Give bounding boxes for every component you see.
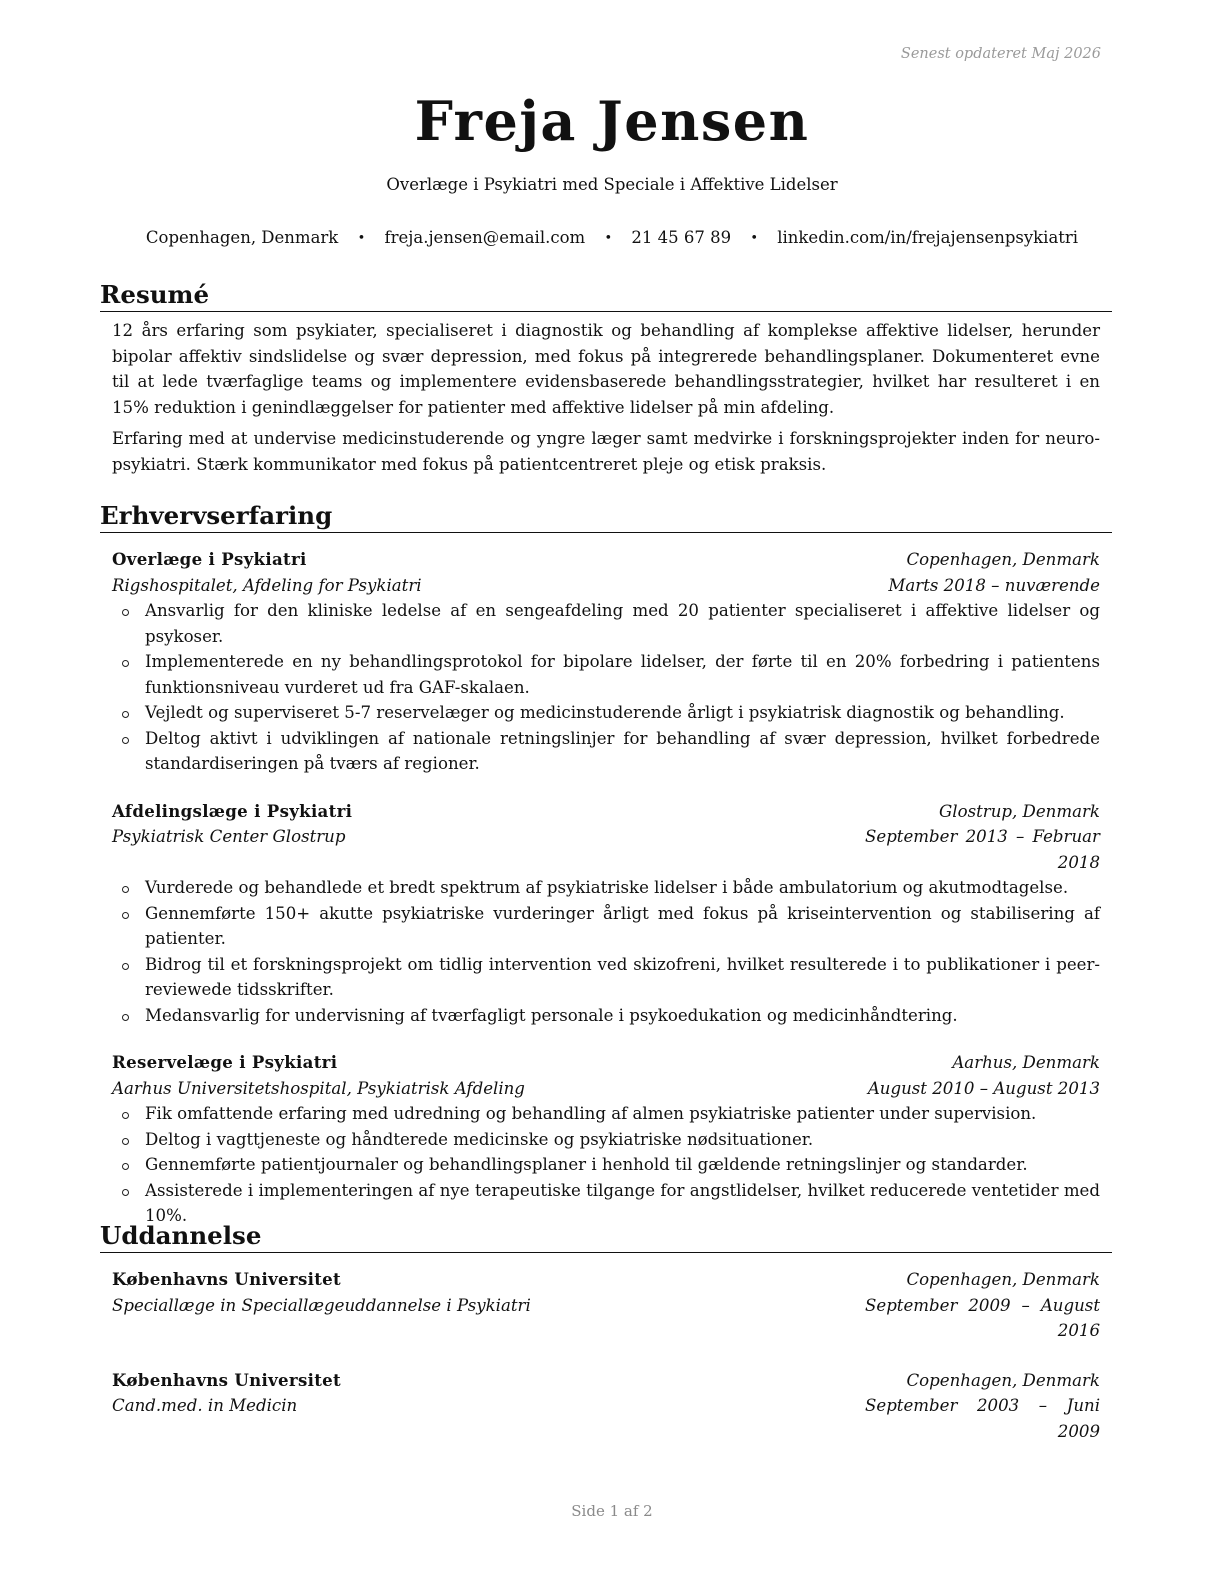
job-location: Aarhus, Denmark — [952, 1053, 1100, 1072]
job-location: Glostrup, Denmark — [939, 801, 1100, 821]
contact-separator: • — [357, 231, 366, 246]
degree: Speciallæge in Speciallægeuddannelse i Psykiatri — [112, 1295, 531, 1315]
list-item: Medansvarlig for undervisning af tværfagligt personale i psykoedukation og medicinhåndtering. — [112, 1003, 1100, 1029]
education-entry — [112, 1267, 1100, 1344]
contact-separator: • — [604, 231, 613, 246]
job-organization: Rigshospitalet, Afdeling for Psykiatri — [112, 575, 422, 595]
job-bullets — [112, 875, 1100, 1028]
school-name: Københavns Universitet — [112, 1369, 341, 1390]
contact-phone[interactable]: 21 45 67 89 — [631, 228, 732, 247]
list-item: Ansvarlig for den kliniske ledelse af en sengeafdeling med 20 patienter specialiseret i affektive lidelser og psykoser. — [112, 598, 1100, 649]
job-organization: Aarhus Universitetshospital, Psykiatrisk Afdeling — [112, 1078, 525, 1098]
job-title: Overlæge i Psykiatri — [112, 549, 307, 569]
summary-paragraph: Erfaring med at undervise medicinstuderende og yngre læger samt medvirke i forskningsprojekter inden for neuro-psykiatri. Stærk kommunikator med fokus på patientcentreret pleje og etisk praksis. — [112, 429, 1100, 474]
list-item: Deltog i vagttjeneste og håndterede medicinske og psykiatriske nødsituationer. — [112, 1127, 1100, 1153]
contact-location: Copenhagen, Denmark — [145, 228, 339, 247]
job-title: Afdelingslæge i Psykiatri — [112, 800, 353, 821]
school-name: Københavns Universitet — [112, 1269, 341, 1289]
job-location: Copenhagen, Denmark — [906, 550, 1100, 569]
job-organization: Psykiatrisk Center Glostrup — [112, 827, 346, 846]
job-entry — [112, 1050, 1100, 1229]
list-item: Gennemførte patientjournaler og behandlingsplaner i henhold til gældende retningslinjer og standarder. — [112, 1152, 1100, 1178]
last-updated: Senest opdateret Maj 2026 — [900, 46, 1101, 62]
contact-line — [0, 228, 1224, 247]
list-item: Implementerede en ny behandlingsprotokol for bipolare lidelser, der førte til en 20% forbedring i patientens funktionsniveau vurderet ud fra GAF-skalaen. — [112, 649, 1100, 700]
education-entry — [112, 1368, 1100, 1445]
job-entry — [112, 799, 1100, 1029]
job-dates: August 2010 – August 2013 — [867, 1078, 1100, 1098]
list-item: Fik omfattende erfaring med udredning og behandling af almen psykiatriske patienter under supervision. — [112, 1101, 1100, 1127]
section-heading: Resumé — [100, 280, 1112, 312]
list-item: Assisterede i implementeringen af nye terapeutiske tilgange for angstlidelser, hvilket reducerede ventetider med 10%. — [112, 1178, 1100, 1229]
school-location: Copenhagen, Denmark — [906, 1370, 1100, 1390]
job-dates: September 2013 – Februar 2018 — [865, 827, 1100, 872]
job-bullets — [112, 598, 1100, 777]
list-item: Deltog aktivt i udviklingen af nationale retningslinjer for behandling af svær depression, hvilket forbedrede standardiseringen på tværs af regioner. — [112, 726, 1100, 777]
education-section — [100, 1221, 1112, 1444]
section-heading: Uddannelse — [100, 1221, 1112, 1253]
job-entry — [112, 547, 1100, 777]
page-number: Side 1 af 2 — [571, 1502, 653, 1520]
contact-email[interactable]: freja.jensen@email.com — [384, 228, 586, 247]
summary-paragraph: 12 års erfaring som psykiater, specialiseret i diagnostik og behandling af komplekse affektive lidelser, herunder bipolar affektiv sindslidelse og svær depression, med fokus på integrerede behandlingsplaner. Dokumenteret evne til at lede tværfaglige teams og implementere evidensbaserede behandlingsstrategier, hvilket har resulteret i en 15% reduktion i genindlæggelser for patienter med affektive lidelser på min afdeling. — [112, 321, 1100, 417]
education-dates: September 2003 – Juni 2009 — [865, 1396, 1100, 1441]
candidate-name: Freja Jensen — [414, 89, 810, 153]
summary-section — [100, 280, 1112, 477]
job-bullets — [112, 1101, 1100, 1229]
section-heading: Erhvervserfaring — [100, 501, 1112, 533]
list-item: Vurderede og behandlede et bredt spektrum af psykiatriske lidelser i både ambulatorium og akutmodtagelse. — [112, 875, 1100, 901]
job-dates: Marts 2018 – nuværende — [888, 575, 1100, 595]
job-title: Reservelæge i Psykiatri — [112, 1052, 338, 1072]
education-dates: September 2009 – August 2016 — [865, 1295, 1100, 1340]
school-location: Copenhagen, Denmark — [906, 1270, 1100, 1289]
list-item: Bidrog til et forskningsprojekt om tidlig intervention ved skizofreni, hvilket resulterede i to publikationer i peer-reviewede tidsskrifter. — [112, 952, 1100, 1003]
candidate-tagline: Overlæge i Psykiatri med Speciale i Affektive Lidelser — [386, 175, 838, 194]
contact-linkedin[interactable]: linkedin.com/in/frejajensenpsykiatri — [777, 228, 1079, 247]
experience-section — [100, 501, 1112, 1229]
contact-separator: • — [750, 231, 758, 246]
degree: Cand.med. in Medicin — [112, 1396, 298, 1415]
list-item: Gennemførte 150+ akutte psykiatriske vurderinger årligt med fokus på kriseintervention og stabilisering af patienter. — [112, 901, 1100, 952]
list-item: Vejledt og superviseret 5-7 reservelæger og medicinstuderende årligt i psykiatrisk diagnostik og behandling. — [112, 700, 1100, 726]
